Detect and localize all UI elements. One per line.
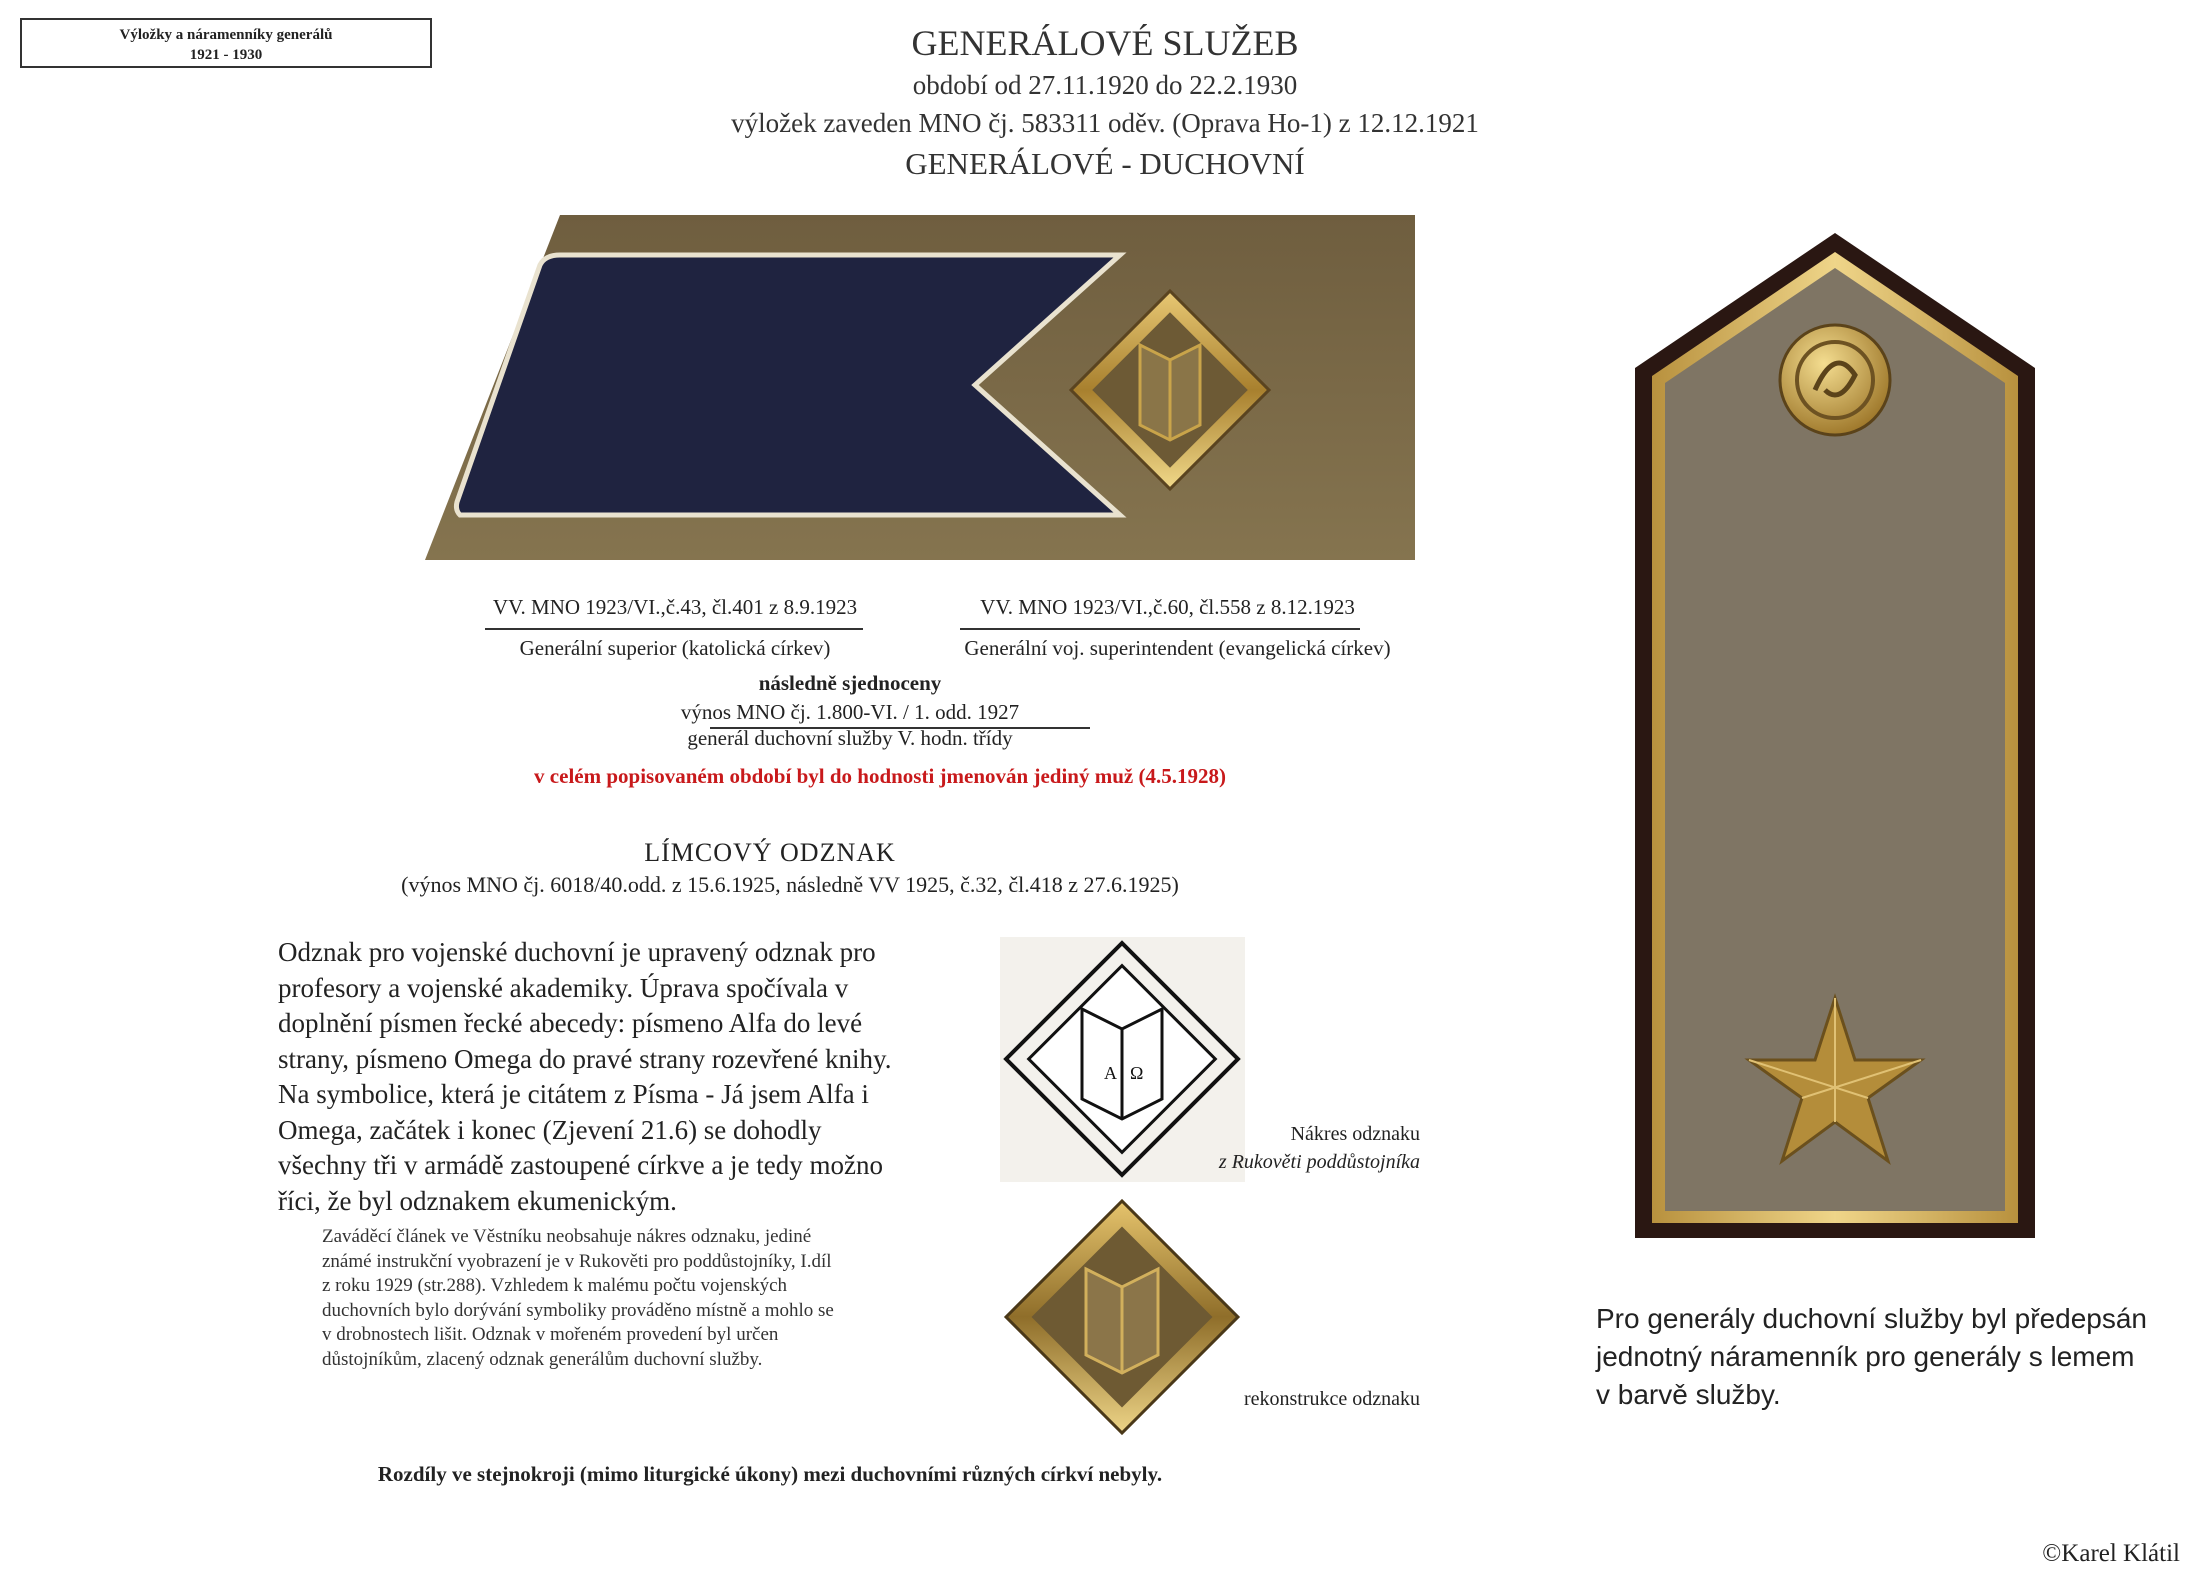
right-reference: VV. MNO 1923/VI.,č.60, čl.558 z 8.12.1923 [980,595,1355,619]
unified-rank: generál duchovní služby V. hodn. třídy [687,726,1013,750]
header [640,20,1570,186]
label-line1: Výložky a náramenníky generálů [119,27,333,43]
button-icon [1780,325,1890,435]
copyright: ©Karel Klátil [2042,1540,2180,1567]
decree-subtitle: výložek zaveden MNO čj. 583311 oděv. (Oprava Ho-1) z 12.12.1921 [731,108,1479,138]
page-title: GENERÁLOVÉ SLUŽEB [911,23,1299,63]
sketch-caption-line1: Nákres odznaku [1290,1123,1420,1145]
right-divider [960,628,1360,630]
period-subtitle: období od 27.11.1920 do 22.2.1930 [912,70,1298,100]
sketch-caption [1190,1120,1420,1176]
red-note: v celém popisovaném období byl do hodnosti jmenován jediný muž (4.5.1928) [534,764,1226,788]
omega-letter: Ω [1130,1063,1144,1083]
left-divider [485,628,863,630]
left-rank-title: Generální superior (katolická církev) [519,636,831,660]
badge-section-title: LÍMCOVÝ ODZNAK [644,838,896,867]
unified-note: následně sjednoceny [758,671,942,695]
label-box [20,18,432,68]
left-reference: VV. MNO 1923/VI.,č.43, čl.401 z 8.9.1923 [492,595,858,619]
badge-decree: (výnos MNO čj. 6018/40.odd. z 15.6.1925, následně VV 1925, č.32, čl.418 z 27.6.1925) [401,872,1179,897]
label-line2: 1921 - 1930 [189,47,263,63]
reconstruction-caption: rekonstrukce odznaku [1243,1388,1420,1410]
shoulder-board-image [1630,228,2040,1243]
badge-small-text: Zaváděcí článek ve Věstníku neobsahuje nákres odznaku, jediné známé instrukční vyobrazení je v Rukověti pro poddůstojníky, I.díl z roku 1929 (str.288). Vzhledem k malému počtu vojenských duchovních bylo dorývání symboliky prováděno místně a mohlo se v drobnostech lišit. Odznak v mořeném provedení byl určen důstojníkům, zlacený odznak generálům duchovní služby. [322,1226,834,1370]
alpha-letter: A [1104,1063,1117,1083]
badge-main-text: Odznak pro vojenské duchovní je upravený odznak pro profesory a vojenské akademiky. Úprava spočívala v doplnění písmen řecké abecedy: písmeno Alfa do levé strany, písmeno Omega do pravé strany rozevřené knihy. Na symbolice, která je citátem z Písma - Já jsem Alfa i Omega, začátek i konec (Zjevení 21.6) se dohodly všechny tři v armádě zastoupené církve a je tedy možno říci, že byl odznakem ekumenickým. [278,937,892,1216]
unified-decree: výnos MNO čj. 1.800-VI. / 1. odd. 1927 [680,700,1020,724]
bottom-note: Rozdíly ve stejnokroji (mimo liturgické úkony) mezi duchovními různých církví nebyly. [377,1462,1163,1486]
sketch-caption-line2: z Rukověti poddůstojníka [1218,1151,1420,1173]
section-title: GENERÁLOVÉ - DUCHOVNÍ [905,146,1305,181]
shoulder-board-text: Pro generály duchovní služby byl předepsán jednotný náramenník pro generály s lemem v barvě služby. [1596,1303,2148,1410]
right-rank-title: Generální voj. superintendent (evangelická církev) [964,636,1391,660]
collar-patch-image [415,210,1420,565]
